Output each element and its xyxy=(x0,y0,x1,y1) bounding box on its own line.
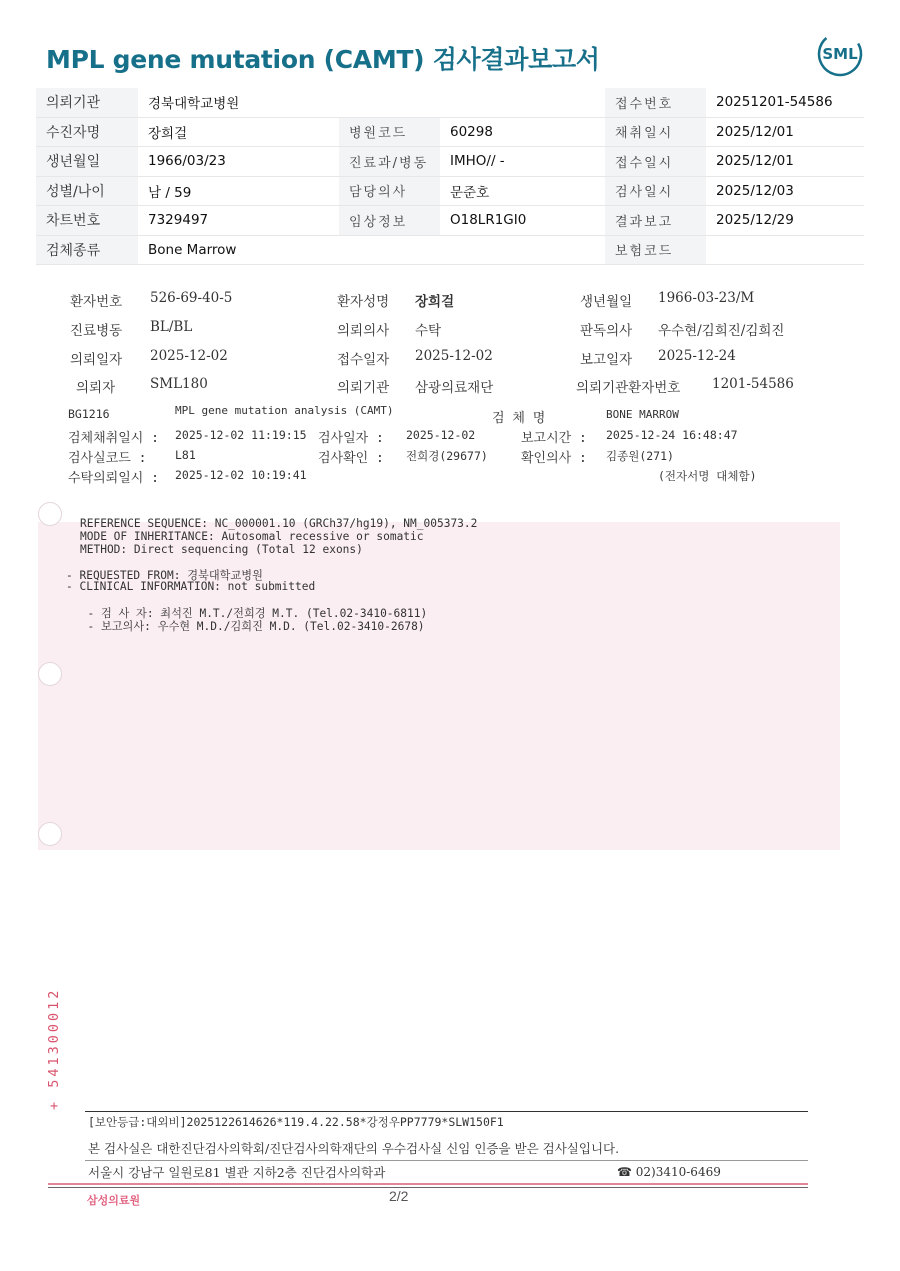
header-value: O18LR1GI0 xyxy=(440,206,605,236)
confirmer: 김종원(271) xyxy=(606,449,674,463)
requested-from-line: - REQUESTED FROM: 경북대학교병원 xyxy=(66,569,263,582)
certification-line: 본 검사실은 대한진단검사의학회/진단검사의학재단의 우수검사실 신임 인증을 받은 검사실입니다. xyxy=(88,1141,620,1156)
test-date: 2025-12-02 xyxy=(406,428,476,442)
consign-datetime: 2025-12-02 10:19:41 xyxy=(175,468,307,482)
header-value xyxy=(706,235,864,265)
header-value: 2025/12/01 xyxy=(706,117,864,147)
ward-label: 진료병동 xyxy=(70,323,123,339)
header-value: 7329497 xyxy=(138,206,339,236)
header-row xyxy=(36,176,864,206)
test-date-label: 검사일자 : xyxy=(318,431,384,446)
header-value: 60298 xyxy=(440,117,605,147)
header-label: 임상정보 xyxy=(339,206,440,236)
punch-hole xyxy=(38,502,62,526)
lab-code-label: 검사실코드 : xyxy=(68,451,147,466)
lab-code: L81 xyxy=(175,448,196,462)
req-doctor-label: 의뢰의사 xyxy=(337,323,390,339)
header-label: 성별/나이 xyxy=(36,176,138,206)
address-line: 서울시 강남구 일원로81 별관 지하2층 진단검사의학과 xyxy=(88,1165,386,1180)
header-value: 문준호 xyxy=(440,176,605,206)
phone-line: ☎ 02)3410-6469 xyxy=(617,1165,721,1179)
method-line: METHOD: Direct sequencing (Total 12 exons) xyxy=(80,543,363,556)
header-label: 접수번호 xyxy=(605,88,706,117)
patient-no-label: 환자번호 xyxy=(70,294,123,310)
inst-patient-no: 1201-54586 xyxy=(712,376,794,392)
header-value: Bone Marrow xyxy=(138,235,339,265)
footer-top-rule xyxy=(85,1111,808,1112)
header-value xyxy=(440,88,605,117)
reading-doctor-label: 판독의사 xyxy=(580,323,633,339)
test-name: MPL gene mutation analysis (CAMT) xyxy=(175,404,394,417)
brand-name: 삼성의료원 xyxy=(87,1194,141,1207)
report-title: MPL gene mutation (CAMT) 검사결과보고서 xyxy=(46,45,600,74)
header-value: 2025/12/03 xyxy=(706,176,864,206)
consign-label: 수탁의뢰일시 : xyxy=(68,471,160,486)
header-value: 2025/12/01 xyxy=(706,147,864,177)
header-label xyxy=(339,235,440,265)
header-label: 검사일시 xyxy=(605,176,706,206)
reading-doctor: 우수현/김희진/김희진 xyxy=(658,323,785,339)
header-label: 검체종류 xyxy=(36,235,138,265)
tester-line: - 검 사 자: 최석진 M.T./전희경 M.T. (Tel.02-3410-6811) xyxy=(74,607,428,620)
header-label: 수진자명 xyxy=(36,117,138,147)
specimen: BONE MARROW xyxy=(606,408,679,421)
punch-hole xyxy=(38,822,62,846)
report-date-label: 보고일자 xyxy=(580,352,633,368)
ward: BL/BL xyxy=(150,319,193,335)
header-label: 병원코드 xyxy=(339,117,440,147)
patient-no: 526-69-40-5 xyxy=(150,290,233,306)
collect-label: 검체채취일시 : xyxy=(68,431,160,446)
report-date: 2025-12-24 xyxy=(658,348,736,364)
test-confirm: 전희경(29677) xyxy=(406,449,488,463)
req-inst: 삼광의료재단 xyxy=(415,380,494,396)
footer-mid-rule xyxy=(85,1160,808,1161)
header-label: 보험코드 xyxy=(605,235,706,265)
report-time: 2025-12-24 16:48:47 xyxy=(606,428,738,442)
requester: SML180 xyxy=(150,376,208,392)
patient-name-label: 환자성명 xyxy=(337,294,390,310)
recv-date: 2025-12-02 xyxy=(415,348,493,364)
header-value: 경북대학교병원 xyxy=(138,88,339,117)
confirmer-label: 확인의사 : xyxy=(521,451,587,466)
footer-pink-rule xyxy=(48,1183,808,1185)
page-number: 2/2 xyxy=(389,1188,409,1204)
header-row xyxy=(36,88,864,117)
header-label: 접수일시 xyxy=(605,147,706,177)
header-value: IMHO// - xyxy=(440,147,605,177)
header-label: 진료과/병동 xyxy=(339,147,440,177)
clinical-info-line: - CLINICAL INFORMATION: not submitted xyxy=(66,580,316,593)
recv-date-label: 접수일자 xyxy=(337,352,390,368)
header-label: 결과보고 xyxy=(605,206,706,236)
dob-label: 생년월일 xyxy=(580,294,633,310)
patient-name: 장희걸 xyxy=(415,294,455,310)
test-code: BG1216 xyxy=(68,407,110,421)
punch-hole xyxy=(38,662,62,686)
header-label: 생년월일 xyxy=(36,147,138,177)
req-date: 2025-12-02 xyxy=(150,348,228,364)
reporting-doctor-line: - 보고의사: 우수현 M.D./김희진 M.D. (Tel.02-3410-2678) xyxy=(74,620,425,633)
header-row xyxy=(36,117,864,147)
specimen-label: 검 체 명 xyxy=(492,411,546,426)
inst-patient-no-label: 의뢰기관환자번호 xyxy=(576,380,681,396)
header-value: 20251201-54586 xyxy=(706,88,864,117)
header-label: 담당의사 xyxy=(339,176,440,206)
security-line: [보안등급:대외비]2025122614626*119.4.22.58*강정우PP7779*SLW150F1 xyxy=(88,1115,504,1129)
inheritance-line: MODE OF INHERITANCE: Autosomal recessive or somatic xyxy=(80,530,424,543)
req-doctor: 수탁 xyxy=(415,323,442,339)
header-info-table xyxy=(36,88,864,265)
header-value: 남 / 59 xyxy=(138,176,339,206)
test-confirm-label: 검사확인 : xyxy=(318,451,384,466)
side-serial-number: + 541300012 xyxy=(46,987,62,1110)
header-value xyxy=(440,235,605,265)
dob: 1966-03-23/M xyxy=(658,290,755,306)
req-inst-label: 의뢰기관 xyxy=(337,380,390,396)
header-row xyxy=(36,235,864,265)
requester-label: 의뢰자 xyxy=(76,380,116,396)
header-value: 1966/03/23 xyxy=(138,147,339,177)
header-value: 장희걸 xyxy=(138,117,339,147)
header-label xyxy=(339,88,440,117)
report-time-label: 보고시간 : xyxy=(521,431,587,446)
svg-text:SML: SML xyxy=(822,45,858,63)
header-value: 2025/12/29 xyxy=(706,206,864,236)
req-date-label: 의뢰일자 xyxy=(70,352,123,368)
reference-sequence-line: REFERENCE SEQUENCE: NC_000001.10 (GRCh37/hg19), NM_005373.2 xyxy=(80,517,478,530)
header-row xyxy=(36,206,864,236)
header-label: 차트번호 xyxy=(36,206,138,236)
footer-bottom-rule xyxy=(48,1187,808,1188)
header-row xyxy=(36,147,864,177)
sml-logo xyxy=(816,30,864,78)
esign-note: (전자서명 대체함) xyxy=(658,469,757,483)
collect-datetime: 2025-12-02 11:19:15 xyxy=(175,428,307,442)
header-label: 채취일시 xyxy=(605,117,706,147)
header-label: 의뢰기관 xyxy=(36,88,138,117)
